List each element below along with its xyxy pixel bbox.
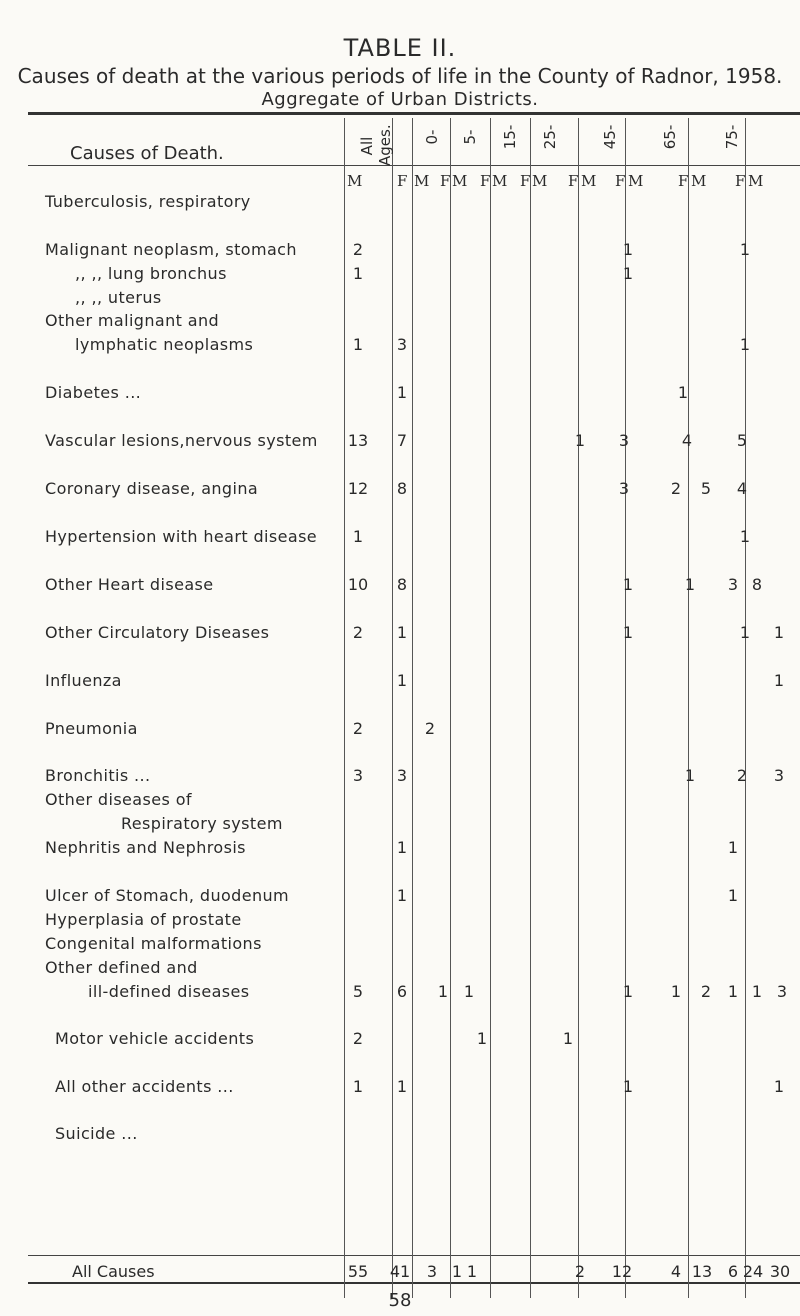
cause-label: Ulcer of Stomach, duodenum (45, 886, 290, 905)
table-cell: 13 (347, 431, 369, 450)
all-causes-label: All Causes (72, 1262, 155, 1281)
cause-label: Vascular lesions,nervous system (45, 431, 318, 450)
col-divider (344, 118, 345, 1298)
cause-label: Other Heart disease (45, 575, 214, 594)
cause-label: Pneumonia (45, 719, 138, 738)
table-cell: 5 (700, 479, 712, 498)
col-divider (450, 118, 451, 1298)
table-cell: 1 (396, 886, 408, 905)
causes-header: Causes of Death. (70, 143, 224, 164)
table-cell: 2 (424, 719, 436, 738)
cause-label: Nephritis and Nephrosis (45, 838, 246, 857)
table-cell: 1 (773, 1077, 785, 1096)
total-cell: 12 (611, 1262, 633, 1281)
table-cell: 1 (739, 240, 751, 259)
table-cell: 1 (352, 264, 364, 283)
cause-label: ill-defined diseases (88, 982, 250, 1001)
table-cell: 1 (773, 671, 785, 690)
cause-label: Suicide ... (55, 1124, 138, 1143)
table-cell: 1 (463, 982, 475, 1001)
table-cell: 1 (352, 335, 364, 354)
f-label: F (568, 172, 579, 190)
table-cell: 3 (396, 766, 408, 785)
table-cell: 1 (622, 982, 634, 1001)
f-label: F (440, 172, 451, 190)
table-cell: 5 (736, 431, 748, 450)
top-rule (28, 112, 800, 115)
cause-label: Other diseases of (45, 790, 192, 809)
table-cell: 3 (727, 575, 739, 594)
table-cell: 2 (700, 982, 712, 1001)
col-divider (625, 118, 626, 1298)
table-cell: 1 (476, 1029, 488, 1048)
age-header-65: 65- (661, 124, 679, 150)
table-cell: 4 (681, 431, 693, 450)
m-label: M (414, 172, 430, 190)
m-label: M (691, 172, 707, 190)
col-divider (412, 118, 413, 1298)
table-cell: 1 (684, 766, 696, 785)
total-cell: 41 (389, 1262, 411, 1281)
table-cell: 1 (622, 575, 634, 594)
cause-label: ,, ,, uterus (75, 288, 162, 307)
table-cell: 2 (352, 240, 364, 259)
cause-label: All other accidents ... (55, 1077, 234, 1096)
cause-label: Diabetes ... (45, 383, 142, 402)
table-cell: 2 (352, 719, 364, 738)
table-subtitle: Causes of death at the various periods of life in the County of Radnor, 1958. (17, 64, 783, 88)
table-cell: 2 (352, 1029, 364, 1048)
table-cell: 1 (622, 1077, 634, 1096)
table-cell: 1 (727, 982, 739, 1001)
m-label: M (347, 172, 363, 190)
col-divider (392, 118, 393, 1298)
total-cell: 2 (574, 1262, 586, 1281)
table-subtitle-2: Aggregate of Urban Districts. (261, 89, 539, 110)
table-cell: 1 (739, 335, 751, 354)
header-rule (28, 165, 800, 166)
total-cell: 4 (670, 1262, 682, 1281)
f-label: F (735, 172, 746, 190)
m-label: M (581, 172, 597, 190)
table-cell: 1 (727, 838, 739, 857)
age-header-5: 5- (461, 129, 479, 145)
cause-label: Malignant neoplasm, stomach (45, 240, 297, 259)
total-cell: 55 (347, 1262, 369, 1281)
total-cell: 6 (727, 1262, 739, 1281)
table-cell: 8 (751, 575, 763, 594)
table-cell: 1 (751, 982, 763, 1001)
table-cell: 2 (670, 479, 682, 498)
table-cell: 1 (773, 623, 785, 642)
table-cell: 12 (347, 479, 369, 498)
total-cell: 24 (742, 1262, 764, 1281)
m-label: M (452, 172, 468, 190)
total-cell: 1 (451, 1262, 463, 1281)
cause-label: Other Circulatory Diseases (45, 623, 270, 642)
table-cell: 1 (727, 886, 739, 905)
cause-label: Respiratory system (121, 814, 283, 833)
table-cell: 1 (437, 982, 449, 1001)
table-cell: 1 (352, 1077, 364, 1096)
table-cell: 1 (352, 527, 364, 546)
table-cell: 3 (773, 766, 785, 785)
col-divider (745, 118, 746, 1298)
cause-label: Coronary disease, angina (45, 479, 259, 498)
totals-rule (28, 1255, 800, 1256)
table-cell: 1 (622, 264, 634, 283)
table-cell: 1 (562, 1029, 574, 1048)
total-cell: 13 (691, 1262, 713, 1281)
table-cell: 3 (396, 335, 408, 354)
table-cell: 7 (396, 431, 408, 450)
col-divider (688, 118, 689, 1298)
table-cell: 4 (736, 479, 748, 498)
f-label: F (480, 172, 491, 190)
age-header-all: All Ages. (358, 124, 394, 166)
table-cell: 1 (684, 575, 696, 594)
cause-label: ,, ,, lung bronchus (75, 264, 227, 283)
table-cell: 5 (352, 982, 364, 1001)
cause-label: Congenital malformations (45, 934, 262, 953)
table-cell: 6 (396, 982, 408, 1001)
m-label: M (748, 172, 764, 190)
page-number: 58 (388, 1290, 412, 1311)
table-cell: 1 (739, 527, 751, 546)
age-header-0: 0- (423, 129, 441, 145)
cause-label: Bronchitis ... (45, 766, 151, 785)
cause-label: lymphatic neoplasms (75, 335, 254, 354)
bottom-rule (28, 1282, 800, 1284)
table-cell: 10 (347, 575, 369, 594)
table-cell: 3 (618, 431, 630, 450)
table-cell: 1 (396, 671, 408, 690)
table-cell: 3 (618, 479, 630, 498)
cause-label: Influenza (45, 671, 122, 690)
age-header-45: 45- (601, 124, 619, 150)
table-cell: 3 (776, 982, 788, 1001)
table-cell: 1 (574, 431, 586, 450)
f-label: F (615, 172, 626, 190)
m-label: M (532, 172, 548, 190)
total-cell: 1 (466, 1262, 478, 1281)
age-header-15: 15- (501, 124, 519, 150)
cause-label: Motor vehicle accidents (55, 1029, 255, 1048)
m-label: M (628, 172, 644, 190)
table-cell: 1 (739, 623, 751, 642)
table-cell: 1 (396, 1077, 408, 1096)
table-cell: 1 (396, 623, 408, 642)
age-header-25: 25- (541, 124, 559, 150)
table-cell: 1 (677, 383, 689, 402)
cause-label: Other defined and (45, 958, 198, 977)
cause-label: Hyperplasia of prostate (45, 910, 242, 929)
table-cell: 2 (352, 623, 364, 642)
table-cell: 1 (622, 623, 634, 642)
col-divider (490, 118, 491, 1298)
f-label: F (678, 172, 689, 190)
table-cell: 1 (622, 240, 634, 259)
cause-label: Hypertension with heart disease (45, 527, 318, 546)
total-cell: 3 (426, 1262, 438, 1281)
table-cell: 8 (396, 575, 408, 594)
cause-label: Other malignant and (45, 311, 220, 330)
total-cell: 30 (769, 1262, 791, 1281)
col-divider (530, 118, 531, 1298)
cause-label: Tuberculosis, respiratory (45, 192, 251, 211)
f-label: F (397, 172, 408, 190)
table-cell: 2 (736, 766, 748, 785)
age-header-75: 75- (723, 124, 741, 150)
f-label: F (520, 172, 531, 190)
table-cell: 1 (396, 838, 408, 857)
table-cell: 3 (352, 766, 364, 785)
table-cell: 8 (396, 479, 408, 498)
table-cell: 1 (396, 383, 408, 402)
table-title: TABLE II. (343, 34, 457, 62)
m-label: M (492, 172, 508, 190)
table-cell: 1 (670, 982, 682, 1001)
col-divider (578, 118, 579, 1298)
